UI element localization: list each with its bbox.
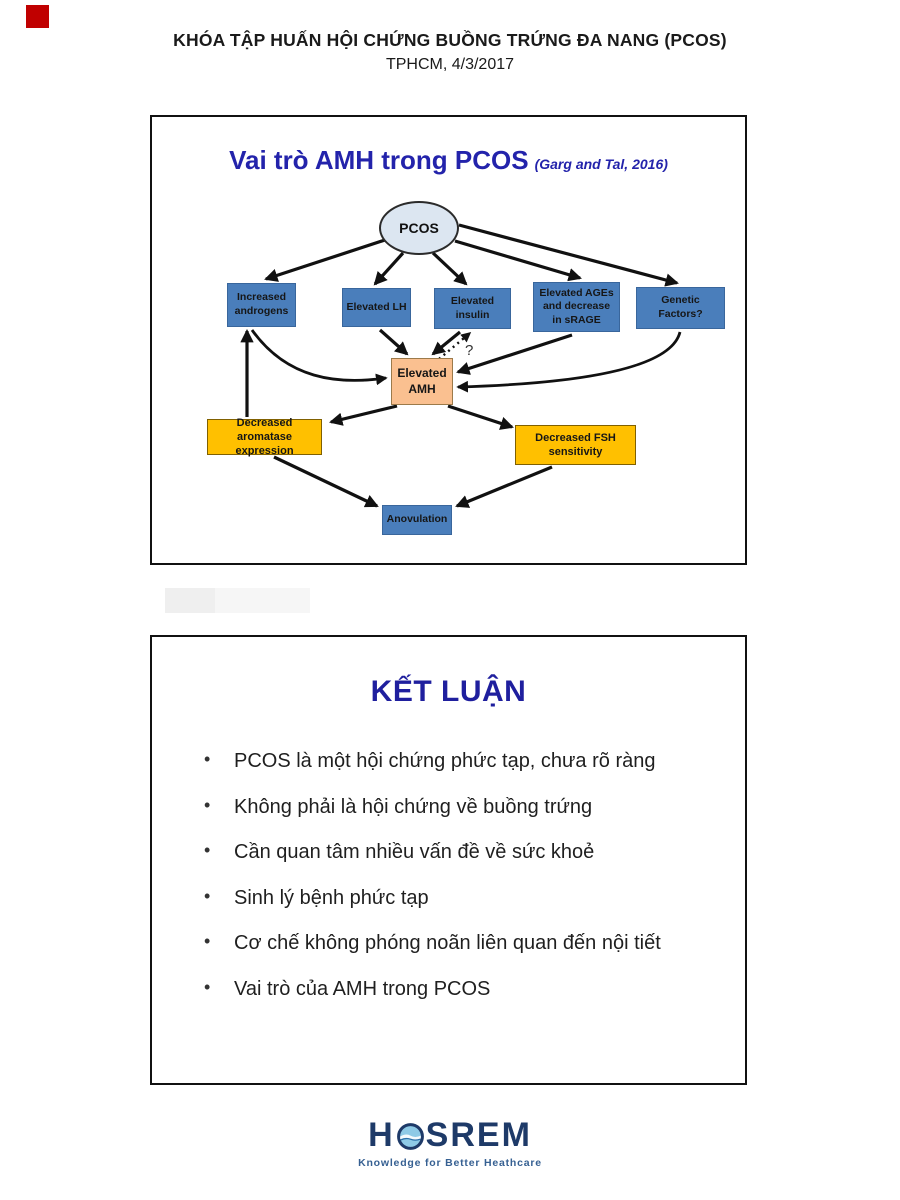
arrow-pcos-ages	[455, 241, 580, 278]
node-decreased-fsh: Decreased FSH sensitivity	[515, 425, 636, 465]
bullet-icon: •	[204, 931, 211, 951]
slide-conclusion	[150, 635, 747, 1085]
arrow-pcos-insulin	[433, 253, 466, 284]
bullet-icon: •	[204, 885, 211, 906]
logo-tagline: Knowledge for Better Heathcare	[358, 1157, 542, 1169]
slide1-citation: (Garg and Tal, 2016)	[534, 156, 668, 172]
bullet-text: Không phải là hội chứng về buồng trứng	[234, 795, 593, 818]
arrow-pcos-genetic	[459, 225, 677, 283]
bullet-icon: •	[204, 794, 211, 815]
logo-text-h: H	[368, 1116, 395, 1154]
slide1-title	[152, 145, 745, 176]
bullet-icon: •	[204, 976, 211, 997]
arrow-amh-aromatase	[331, 406, 397, 422]
arrow-aromatase-anovulation	[274, 457, 377, 506]
bullet-text: PCOS là một hội chứng phức tạp, chưa rõ ràng	[234, 750, 656, 772]
page-subtitle: TPHCM, 4/3/2017	[385, 56, 515, 73]
node-elevated-ages: Elevated AGEs and decrease in sRAGE	[533, 282, 620, 332]
arrow-pcos-lh	[375, 253, 403, 284]
page-header	[0, 30, 900, 74]
globe-icon	[397, 1123, 424, 1150]
diagram-arrows	[152, 117, 749, 567]
slide1-title-text: Vai trò AMH trong PCOS	[229, 145, 529, 175]
arrow-amh-insulin-dotted	[439, 333, 470, 359]
list-item	[204, 840, 714, 864]
slide2-title: KẾT LUẬN	[370, 675, 527, 708]
bullet-text: Cần quan tâm nhiều vấn đề về sức khoẻ	[234, 841, 595, 863]
node-elevated-insulin: Elevated insulin	[434, 288, 511, 329]
arrow-amh-fsh	[448, 406, 512, 427]
node-elevated-amh: Elevated AMH	[391, 358, 453, 405]
bullet-text: Sinh lý bệnh phức tạp	[234, 886, 429, 909]
bullet-text: Cơ chế không phóng noãn liên quan đến nội tiết	[234, 932, 661, 954]
arrow-pcos-androgens	[266, 240, 385, 279]
hosrem-logo	[368, 1118, 532, 1152]
bullet-icon: •	[204, 749, 211, 769]
page-title: KHÓA TẬP HUẤN HỘI CHỨNG BUỒNG TRỨNG ĐA NANG (PCOS)	[173, 30, 727, 50]
list-item	[204, 749, 714, 773]
node-pcos: PCOS	[379, 201, 459, 255]
list-item	[204, 931, 714, 955]
bullet-icon: •	[204, 840, 211, 860]
list-item	[204, 977, 714, 1001]
list-item	[204, 886, 714, 910]
slide-amh-diagram	[150, 115, 747, 565]
node-anovulation: Anovulation	[382, 505, 452, 535]
arrow-genetic-amh	[458, 332, 680, 387]
red-marker	[26, 5, 49, 28]
logo-text-srem: SREM	[425, 1116, 532, 1154]
node-genetic-factors: Genetic Factors?	[636, 287, 725, 329]
arrow-fsh-anovulation	[457, 467, 552, 506]
question-mark-label: ?	[465, 342, 474, 359]
scan-artifact	[165, 588, 310, 613]
node-increased-androgens: Increased androgens	[227, 283, 296, 327]
arrow-insulin-amh	[433, 332, 460, 354]
arrow-lh-amh	[380, 330, 407, 354]
node-decreased-aromatase: Decreased aromatase expression	[207, 419, 322, 455]
conclusion-list	[204, 749, 714, 1022]
arrow-androgens-amh	[252, 330, 386, 380]
arrow-ages-amh	[458, 335, 572, 372]
list-item	[204, 795, 714, 819]
footer-logo	[0, 1118, 900, 1169]
node-elevated-lh: Elevated LH	[342, 288, 411, 327]
bullet-text: Vai trò của AMH trong PCOS	[234, 977, 491, 1000]
